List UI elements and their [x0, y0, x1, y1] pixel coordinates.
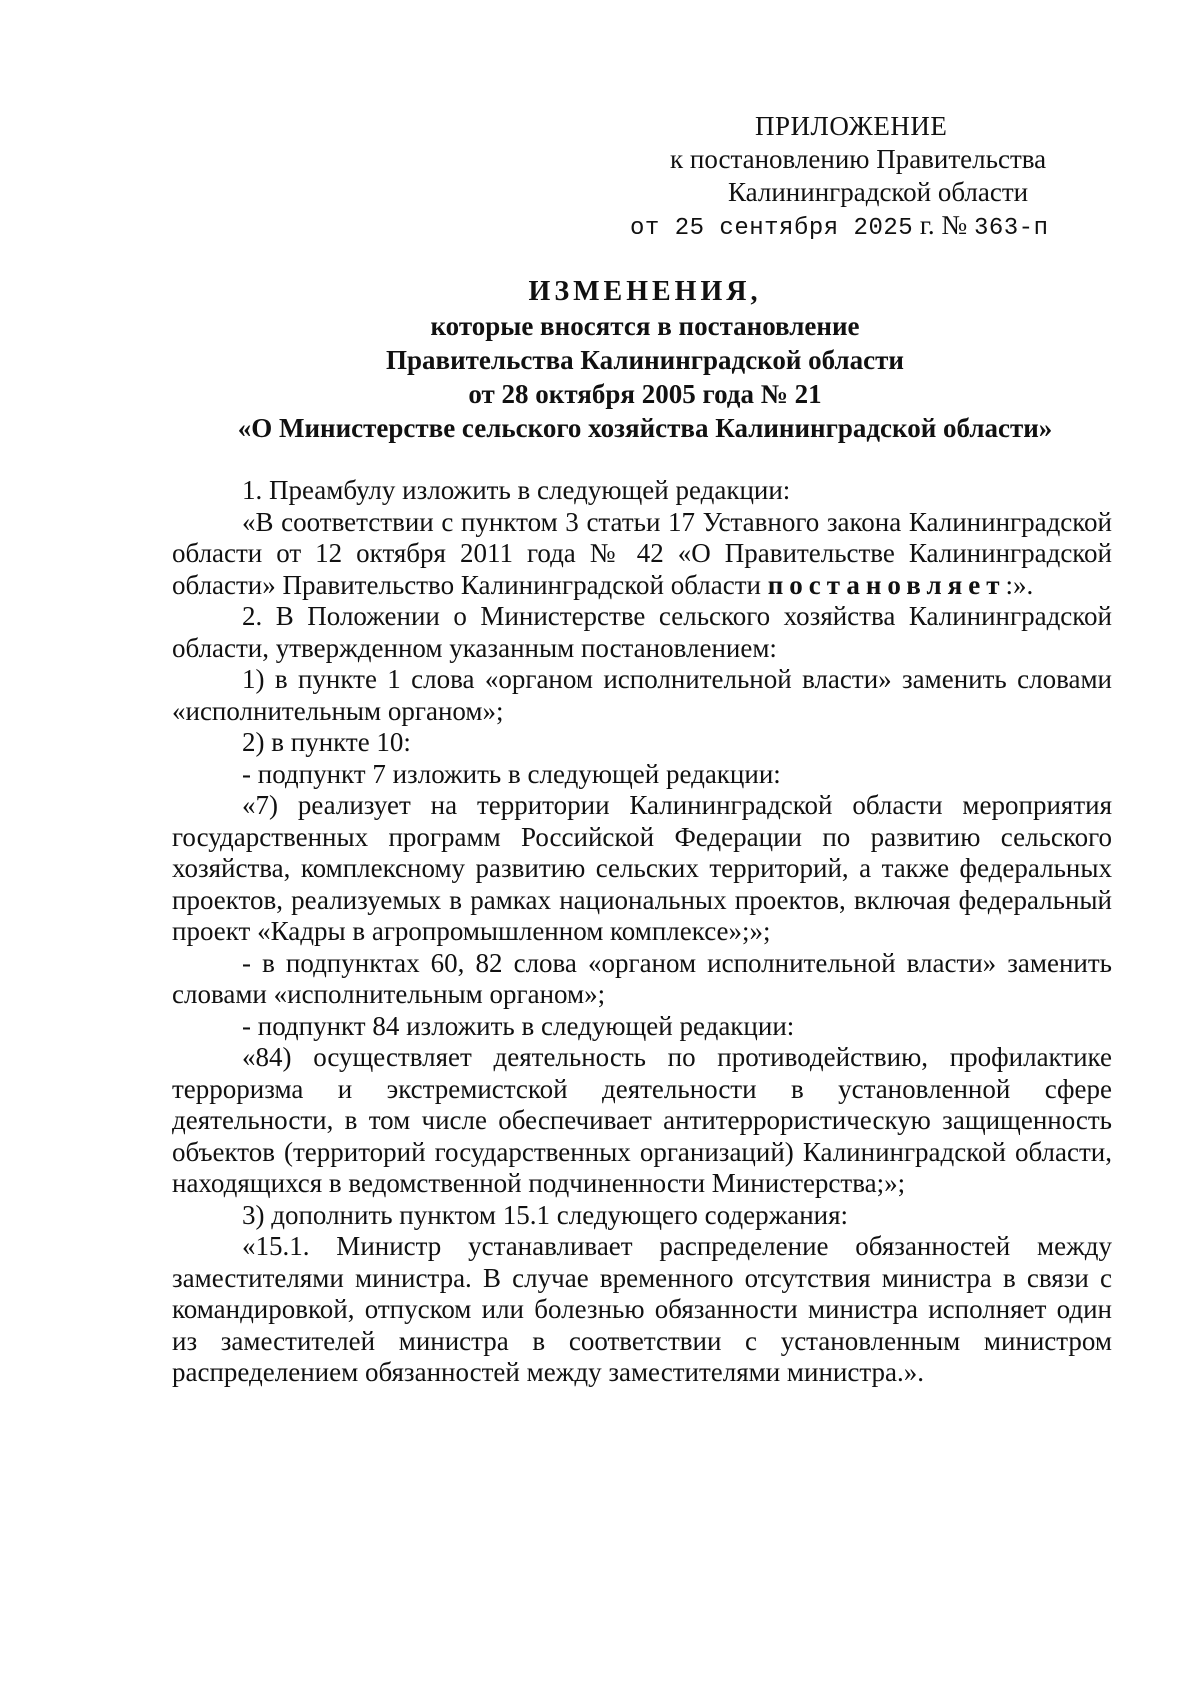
appendix-line-2: Калининградской области — [728, 177, 1029, 207]
document-heading — [170, 275, 1120, 445]
heading-line-1: которые вносятся в постановление — [430, 311, 860, 341]
paragraph-2-resolves: постановляет — [767, 569, 1006, 600]
appendix-title: ПРИЛОЖЕНИЕ — [755, 111, 948, 141]
heading-line-3: от 28 октября 2005 года № 21 — [468, 379, 822, 409]
paragraph-9: - подпункт 84 изложить в следующей редакции: — [242, 1010, 795, 1041]
paragraph-2-text: «В соответствии с пунктом 3 статьи 17 Уставного закона Калининградской области от 12 октября 2011 года № 42 «О Правительстве Калининградской области» Правительство Калининградской области — [172, 506, 1112, 600]
paragraph-2-end: :». — [1005, 569, 1034, 600]
paragraph-4: 1) в пункте 1 слова «органом исполнительной власти» заменить словами «исполнительным органом»; — [172, 664, 1112, 726]
paragraph-1: 1. Преамбулу изложить в следующей редакции: — [242, 475, 791, 505]
heading-line-2: Правительства Калининградской области — [386, 345, 904, 375]
appendix-block — [600, 110, 1120, 245]
appendix-date-line — [630, 209, 1120, 245]
appendix-date-value: 25 сентября 2025 — [674, 215, 914, 242]
paragraph-6: - подпункт 7 изложить в следующей редакции: — [242, 758, 781, 789]
appendix-date-mid: г. № — [913, 210, 974, 240]
appendix-number: 363-п — [973, 215, 1049, 242]
paragraph-5: 2) в пункте 10: — [242, 727, 411, 757]
paragraph-2 — [172, 507, 1112, 602]
paragraph-3: 2. В Положении о Министерстве сельского хозяйства Калининградской области, утвержденном указанным постановлением: — [172, 601, 1112, 663]
appendix-line-1: к постановлению Правительства — [670, 144, 1047, 174]
paragraph-8: - в подпунктах 60, 82 слова «органом исполнительной власти» заменить словами «исполнительным органом»; — [172, 947, 1112, 1009]
paragraph-7: «7) реализует на территории Калининградской области мероприятия государственных программ Российской Федерации по развитию сельского хозяйства, комплексному развитию сельских территорий, а также федеральных проектов, реализуемых в рамках национальных проектов, включая федеральный проект «Кадры в агропромышленном комплексе»;»; — [172, 790, 1112, 946]
paragraph-11: 3) дополнить пунктом 15.1 следующего содержания: — [242, 1199, 849, 1230]
appendix-date-prefix: от — [630, 215, 675, 242]
paragraph-10: «84) осуществляет деятельность по противодействию, профилактике терроризма и экстремистской деятельности в установленной сфере деятельности, в том числе обеспечивает антитеррористическую защищенность объектов (территорий государственных организаций) Калининградской области, находящихся в ведомственной подчиненности Министерства;»; — [172, 1042, 1112, 1198]
document-body — [172, 475, 1112, 1389]
paragraph-12: «15.1. Министр устанавливает распределение обязанностей между заместителями министра. В случае временного отсутствия министра в связи с командировкой, отпуском или болезнью обязанности министра исполняет один из заместителей министра в соответствии с установленным министром распределением обязанностей между заместителями министра.». — [172, 1231, 1112, 1387]
heading-line-4: «О Министерстве сельского хозяйства Калининградской области» — [237, 413, 1053, 443]
heading-title: ИЗМЕНЕНИЯ, — [528, 276, 762, 307]
